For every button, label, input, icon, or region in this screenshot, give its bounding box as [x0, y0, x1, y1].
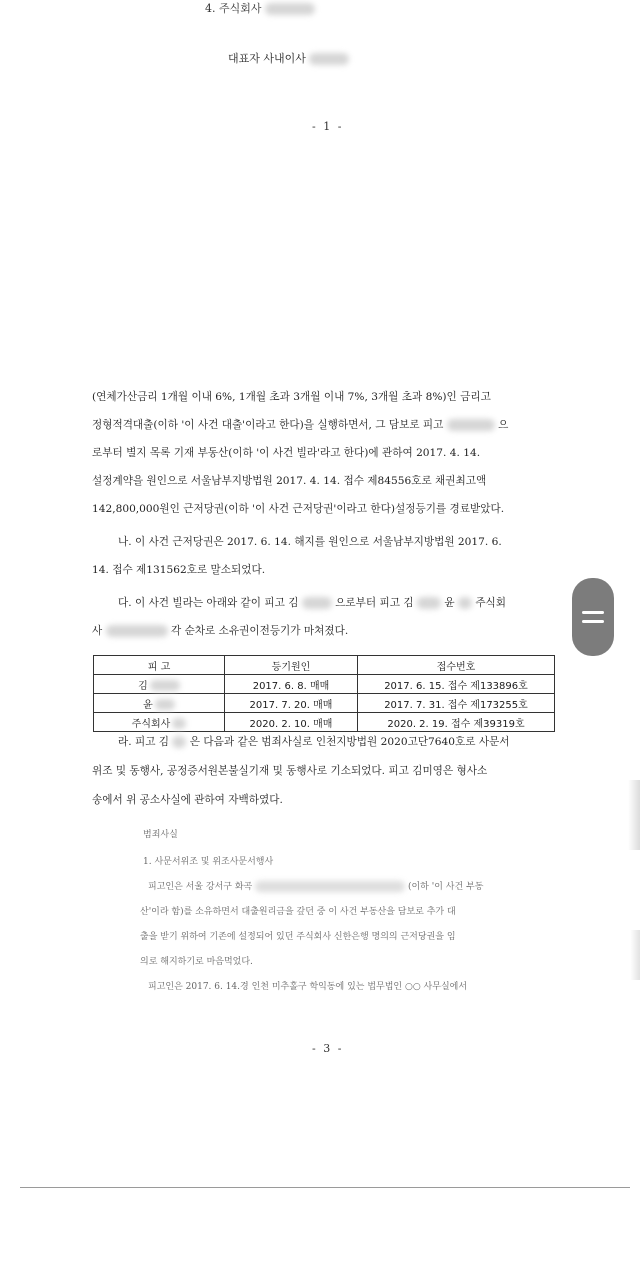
defendant-cell: 윤: [94, 694, 225, 713]
registration-table: [93, 655, 555, 732]
cause-cell: 2020. 2. 10. 매매: [225, 713, 358, 732]
company-line: 4. 주식회사: [205, 0, 315, 16]
paragraph-line: 송에서 위 공소사실에 관하여 자백하였다.: [92, 794, 283, 806]
redaction: [309, 53, 349, 65]
page-edge: [628, 780, 640, 850]
grip-line: [582, 620, 604, 623]
redaction: [417, 597, 441, 609]
receipt-cell: 2017. 6. 15. 접수 제133896호: [358, 675, 555, 694]
crime-heading: 범죄사실: [143, 830, 178, 840]
cause-cell: 2017. 7. 20. 매매: [225, 694, 358, 713]
defendant-cell: 주식회사: [94, 713, 225, 732]
paragraph-line: (연체가산금리 1개월 이내 6%, 1개월 초과 3개월 이내 7%, 3개월 초과 8%)인 금리고: [92, 391, 491, 403]
receipt-cell: 2017. 7. 31. 접수 제173255호: [358, 694, 555, 713]
redaction: [172, 736, 186, 748]
table-row: [94, 713, 555, 732]
receipt-cell: 2020. 2. 19. 접수 제39319호: [358, 713, 555, 732]
redaction: [106, 625, 168, 637]
paragraph-line: 사 각 순차로 소유권이전등기가 마쳐졌다.: [92, 625, 349, 637]
table-row: [94, 675, 555, 694]
crime-subheading: 1. 사문서위조 및 위조사문서행사: [143, 857, 274, 867]
table-row: [94, 694, 555, 713]
redaction: [302, 597, 332, 609]
paragraph-line: 라. 피고 김 은 다음과 같은 범죄사실로 인천지방법원 2020고단7640호로 사문서: [118, 736, 510, 748]
page-edge: [630, 930, 640, 980]
paragraph-line: 14. 접수 제131562호로 말소되었다.: [92, 564, 266, 576]
paragraph-line: 나. 이 사건 근저당권은 2017. 6. 14. 해지를 원인으로 서울남부지방법원 2017. 6.: [118, 536, 502, 548]
paragraph-line: 위조 및 동행사, 공정증서원본불실기재 및 동행사로 기소되었다. 피고 김미영은 형사소: [92, 765, 488, 777]
paragraph-line: 설정계약을 원인으로 서울남부지방법원 2017. 4. 14. 접수 제84556호로 채권최고액: [92, 475, 487, 487]
paragraph-line: 정형적격대출(이하 '이 사건 대출'이라고 한다)을 실행하면서, 그 담보로 피고 으: [92, 419, 509, 431]
page-number-1: - 1 -: [312, 120, 344, 133]
redaction: [255, 881, 405, 892]
crime-line: 피고인은 서울 강서구 화곡 (이하 '이 사건 부동: [148, 882, 484, 892]
paragraph-line: 로부터 별지 목록 기재 부동산(이하 '이 사건 빌라'라고 한다)에 관하여 2017. 4. 14.: [92, 447, 481, 459]
crime-line: 피고인은 2017. 6. 14.경 인천 미추홀구 학익동에 있는 법무법인 ○○ 사무실에서: [148, 982, 468, 992]
redaction: [447, 419, 495, 431]
header-receipt: 접수번호: [358, 656, 555, 675]
paragraph-line: 142,800,000원인 근저당권(이하 '이 사건 근저당권'이라고 한다)설정등기를 경료받았다.: [92, 503, 505, 515]
grip-line: [582, 611, 604, 614]
header-cause: 등기원인: [225, 656, 358, 675]
representative-line: 대표자 사내이사: [228, 50, 349, 66]
page-number-3: - 3 -: [312, 1042, 344, 1055]
crime-line: 출을 받기 위하여 기존에 설정되어 있던 주식회사 신한은행 명의의 근저당권을 임: [140, 932, 456, 942]
crime-line: 의로 해지하기로 마음먹었다.: [140, 957, 253, 967]
redaction: [458, 597, 472, 609]
cause-cell: 2017. 6. 8. 매매: [225, 675, 358, 694]
header-defendant: 피 고: [94, 656, 225, 675]
table-header-row: [94, 656, 555, 675]
divider: [20, 1187, 630, 1188]
paragraph-line: 다. 이 사건 빌라는 아래와 같이 피고 김 으로부터 피고 김 윤 주식회: [118, 597, 507, 609]
scroll-handle[interactable]: [572, 578, 614, 656]
defendant-cell: 김: [94, 675, 225, 694]
crime-line: 산'이라 함)를 소유하면서 대출원리금을 갚던 중 이 사건 부동산을 담보로 추가 대: [140, 907, 456, 917]
redaction: [265, 3, 315, 15]
